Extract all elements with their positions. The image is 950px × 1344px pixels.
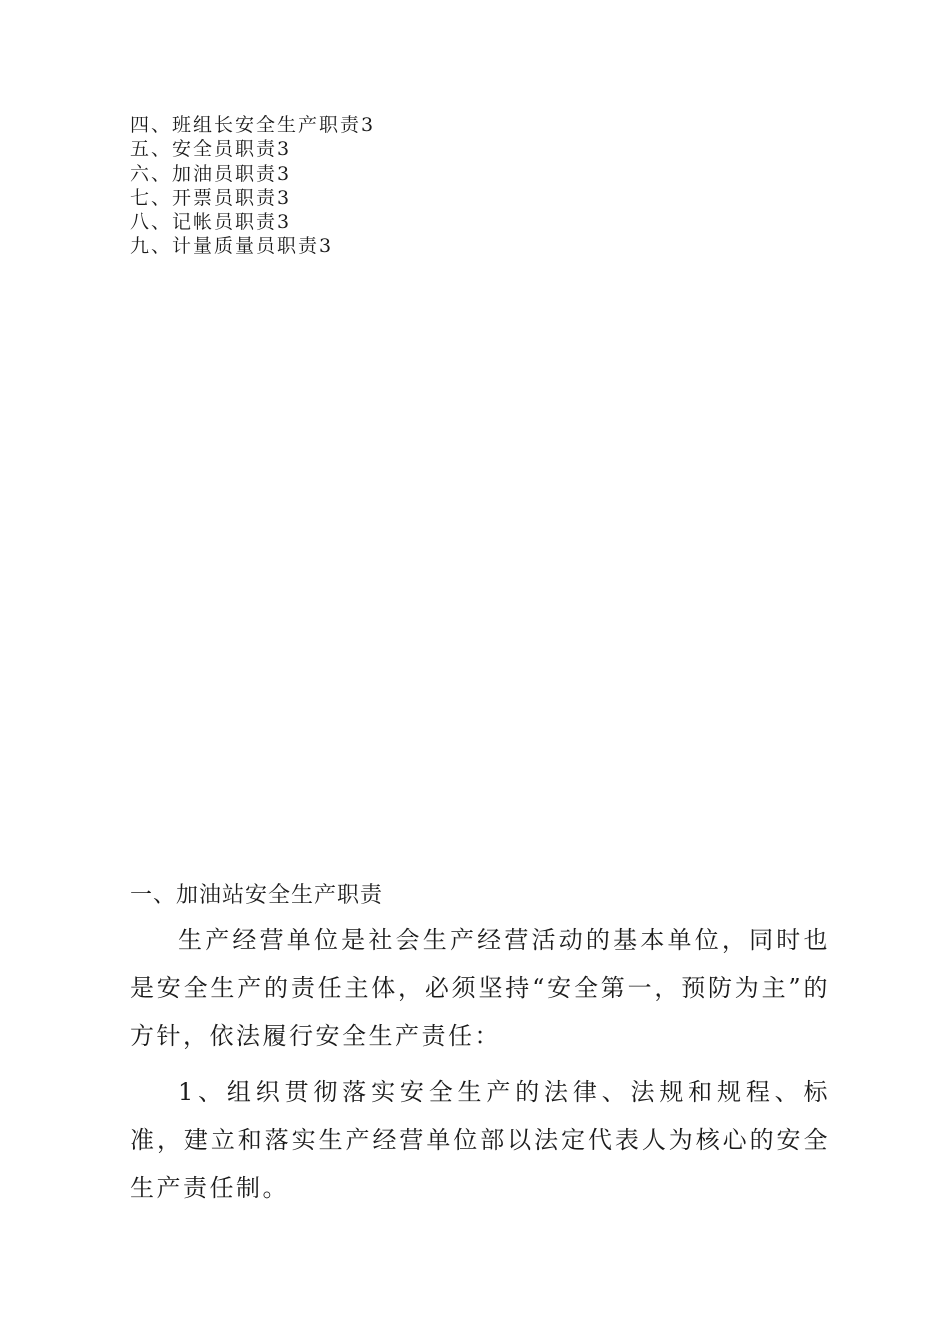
section-gas-station-safety: [130, 880, 830, 1212]
toc-item: 七、开票员职责3: [130, 186, 292, 209]
table-of-contents: [130, 113, 375, 259]
section-heading: 一、加油站安全生产职责: [130, 883, 384, 908]
toc-item: 六、加油员职责3: [130, 162, 292, 185]
toc-item: 九、计量质量员职责3: [130, 235, 334, 258]
body-paragraph: 1、组织贯彻落实安全生产的法律、法规和规程、标准，建立和落实生产经营单位部以法定代表人为核心的安全生产责任制。: [130, 1078, 830, 1202]
toc-item: 五、安全员职责3: [130, 138, 292, 161]
toc-item: 八、记帐员职责3: [130, 211, 292, 234]
toc-item: 四、班组长安全生产职责3: [130, 114, 376, 136]
body-paragraph: 生产经营单位是社会生产经营活动的基本单位，同时也是安全生产的责任主体，必须坚持“安全第一，预防为主”的方针，依法履行安全生产责任：: [130, 926, 830, 1050]
